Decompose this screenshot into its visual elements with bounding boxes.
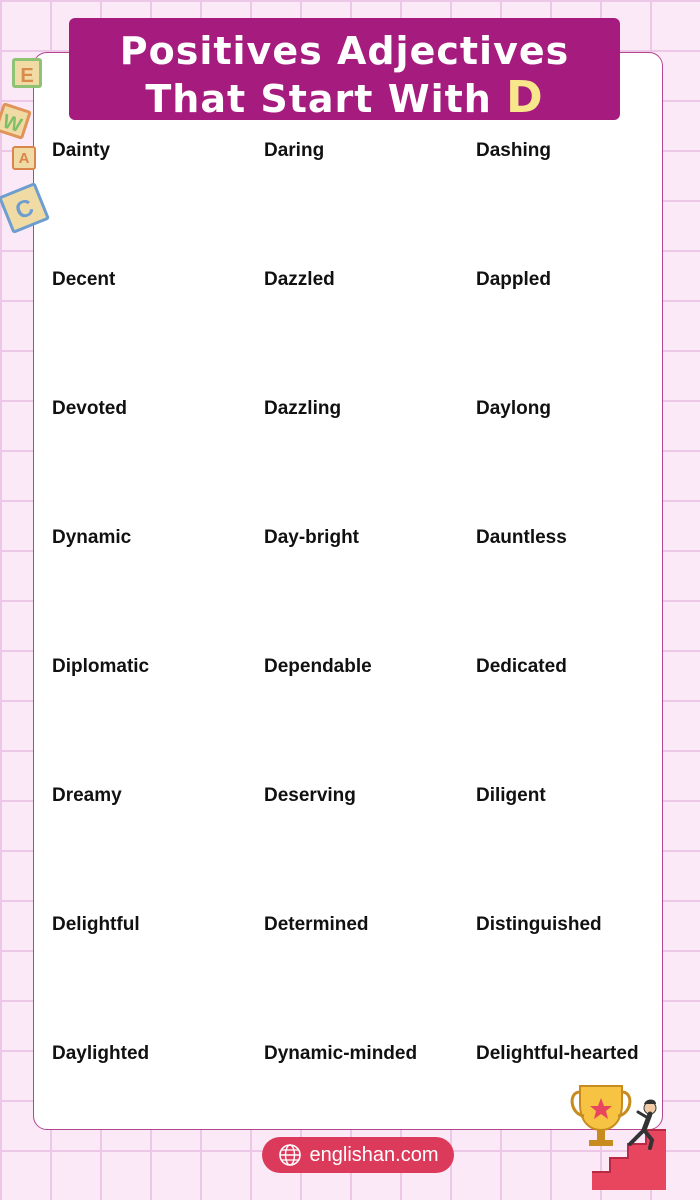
globe-icon [278, 1143, 302, 1167]
word-item: Dazzling [264, 398, 342, 419]
word-grid [52, 140, 672, 1172]
page-title-line1: Positives Adjectives [119, 29, 570, 73]
website-url: englishan.com [309, 1143, 439, 1166]
word-item: Delightful [52, 914, 140, 935]
word-item: Diplomatic [52, 656, 150, 677]
word-item: Decent [52, 269, 116, 290]
trophy-stairs-illustration [570, 1078, 688, 1194]
word-item: Devoted [52, 398, 127, 419]
word-item: Dashing [476, 140, 551, 161]
word-item: Determined [264, 914, 369, 935]
word-item: Dauntless [476, 527, 567, 548]
page-title-line2-text: That Start With [145, 77, 492, 121]
word-item: Dedicated [476, 656, 567, 677]
word-item: Distinguished [476, 914, 602, 935]
word-item: Daring [264, 140, 325, 161]
word-item: Day-bright [264, 527, 359, 548]
title-banner [69, 18, 620, 123]
word-item: Daylighted [52, 1043, 150, 1064]
title-letter: D [506, 72, 544, 123]
word-item: Deserving [264, 785, 356, 806]
letter-block-c: C [0, 182, 50, 234]
word-item: Delightful-hearted [476, 1043, 639, 1064]
word-item: Dazzled [264, 269, 335, 290]
word-item: Dreamy [52, 785, 122, 806]
word-item: Dependable [264, 656, 372, 677]
letter-block-w: W [0, 102, 32, 140]
letter-block-e: E [12, 58, 42, 88]
website-link[interactable] [262, 1137, 454, 1173]
word-item: Daylong [476, 398, 551, 419]
word-item: Dappled [476, 269, 551, 290]
word-item: Dainty [52, 140, 111, 161]
letter-block-a: A [12, 146, 36, 170]
page-title-line2 [69, 72, 620, 123]
word-item: Dynamic [52, 527, 132, 548]
word-item: Dynamic-minded [264, 1043, 418, 1064]
word-item: Diligent [476, 785, 546, 806]
